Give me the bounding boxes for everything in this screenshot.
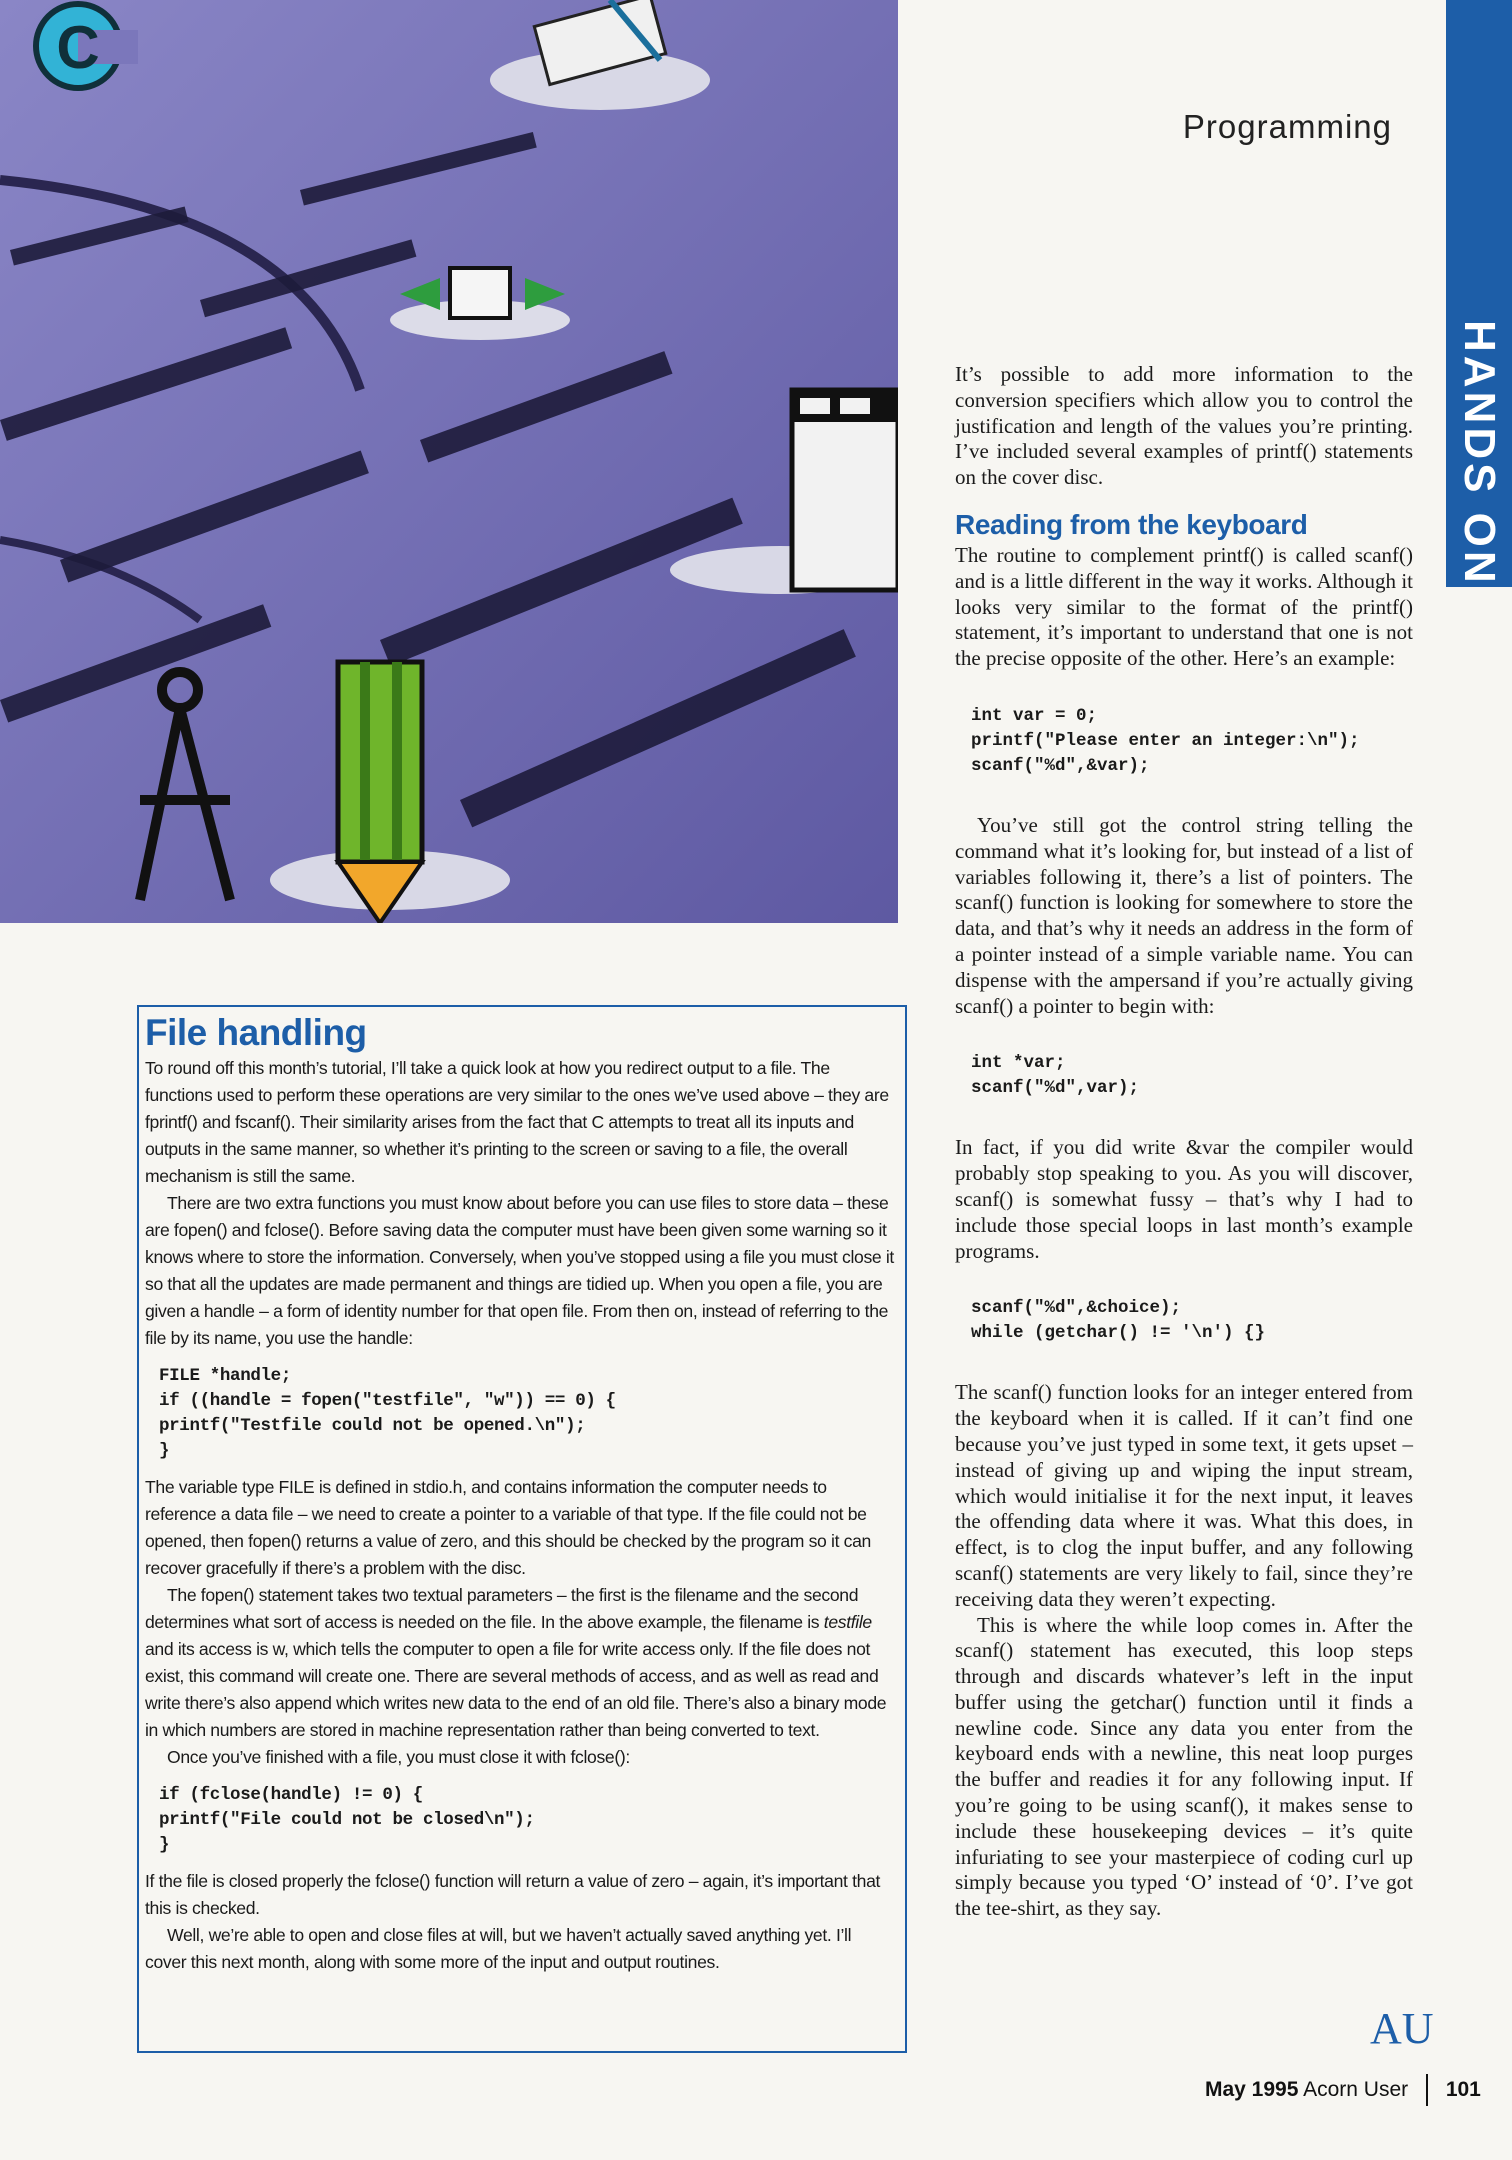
paragraph: You’ve still got the control string telling the command what it’s looking for, but instead of a list of variables following it, there’s a list of pointers. The scanf() function is looking for somewhere to store the data, and that’s why it needs an address in the form of a pointer instead of a simple variable name. You can dispense with the ampersand if you’re actually giving scanf() a pointer to begin with: (955, 812, 1413, 1018)
paragraph: It’s possible to add more information to the conversion specifiers which allow you to control the justification and length of the values you’re printing. I’ve included several examples of printf() statements on the cover disc. (955, 362, 1413, 490)
file-handling-box (137, 1005, 907, 2053)
filename-emphasis: testfile (823, 1612, 872, 1632)
paragraph: If the file is closed properly the fclose() function will return a value of zero – again, it’s important that this is checked. (145, 1871, 881, 1918)
paragraph: To round off this month’s tutorial, I’ll take a quick look at how you redirect output to a file. The functions used to perform these operations are very similar to the ones we’ve used above – they are fprintf() and fscanf(). Their similarity arises from the fact that C attempts to treat all its inputs and outputs in the same manner, so whether it’s printing to the screen or saving to a file, the overall mechanism is still the same. (145, 1058, 889, 1186)
issue-date: May 1995 (1205, 2078, 1299, 2101)
code-example-pointer: int *var; scanf("%d",var); (971, 1053, 1140, 1099)
hands-on-tab-label: HANDS ON (1455, 320, 1504, 587)
hands-on-tab (1446, 0, 1512, 587)
illustration-art (0, 0, 898, 923)
text-run: The fopen() statement takes two textual parameters – the first is the filename and the second determines what sort of access is needed on the file. In the above example, the filename is (145, 1585, 859, 1632)
show-through-heading (905, 100, 923, 167)
paragraph: The scanf() function looks for an integer entered from the keyboard when it is called. If it can’t find one because you’ve just typed in some text, it gets upset – instead of giving up and wiping the input stream, which would initialise it for the next input, it leaves the offending data where it was. What this does, in effect, is to clog the input buffer, and any following scanf() statements are very likely to fail, since they’re receiving data they weren’t expecting. (955, 1380, 1413, 1611)
paragraph: Well, we’re able to open and close files at will, but we haven’t actually saved anything yet. I’ll cover this next month, along with some more of the input and output routines. (145, 1925, 852, 1972)
section-label: Programming (1182, 108, 1392, 145)
paragraph: There are two extra functions you must know about before you can use files to store data – these are fopen() and fclose(). Before saving data the computer must have been given some warning so it knows where to store the information. Conversely, when you’ve stopped using a file you must close it so that all the updates are made permanent and things are tidied up. When you open a file, you are given a handle – a form of identity number for that open file. From then on, instead of referring to the file by its name, you use the handle: (145, 1193, 894, 1348)
paragraph (145, 1582, 895, 1744)
acorn-user-end-logo: AU (1370, 2004, 1434, 2053)
show-through-advert (300, 2100, 1300, 2160)
file-handling-title: File handling (145, 1012, 367, 1053)
code-example-fopen: FILE *handle; if ((handle = fopen("testfile", "w")) == 0) { printf("Testfile could not be opened.\n"); } (159, 1366, 616, 1461)
paragraph: Once you’ve finished with a file, you must close it with fclose(): (167, 1747, 630, 1767)
header-illustration (0, 0, 898, 923)
code-example-fclose: if (fclose(handle) != 0) { printf("File could not be closed\n"); } (159, 1785, 535, 1855)
paragraph: The routine to complement printf() is called scanf() and is a little different in the way it works. Although it looks very similar to the format of the printf() statement, it’s important to understand that one is not the precise opposite of the other. Here’s an example: (955, 542, 1413, 671)
text-run: and its access is w, which tells the computer to open a file for write access only. If the file does not exist, this command will create one. There are several methods of access, and as well as read and write there’s also append which writes new data to the end of an old file. There’s also a binary mode in which numbers are stored in machine representation rather than being converted to text. (145, 1639, 887, 1740)
paragraph: The variable type FILE is defined in stdio.h, and contains information the computer needs to reference a data file – we need to create a pointer to a variable of that type. If the file could not be opened, then fopen() returns a value of zero, and this should be checked by the program so it can recover gracefully if there’s a problem with the disc. (145, 1477, 871, 1578)
magazine-name: Acorn User (1303, 2078, 1409, 2101)
code-example-scanf: int var = 0; printf("Please enter an integer:\n"); scanf("%d",&var); (971, 705, 1360, 776)
paragraph: This is where the while loop comes in. After the scanf() statement has executed, this loop steps through and discards whatever’s left in the input buffer using the getchar() function until it finds a newline code. Since any data you enter from the keyboard ends with a newline, this neat loop purges the buffer and readies it for any following input. If you’re going to be using scanf(), it makes sense to include these housekeeping devices – it’s quite infuriating to see your masterpiece of coding curl up simply because you typed ‘O’ instead of ‘0’. I’ve got the tee-shirt, as they say. (955, 1612, 1413, 1921)
paragraph: In fact, if you did write &var the compiler would probably stop speaking to you. As you will discover, scanf() is somewhat fussy – that’s why I had to include those special loops in last month’s example programs. (955, 1135, 1413, 1263)
svg-text:C: C (56, 14, 100, 81)
page-number: 101 (1445, 2078, 1481, 2101)
code-example-loop: scanf("%d",&choice); while (getchar() != '\n') {} (971, 1298, 1266, 1344)
right-column (955, 362, 1413, 1922)
footer-divider (1426, 2074, 1428, 2106)
reading-keyboard-heading: Reading from the keyboard (955, 508, 1308, 540)
